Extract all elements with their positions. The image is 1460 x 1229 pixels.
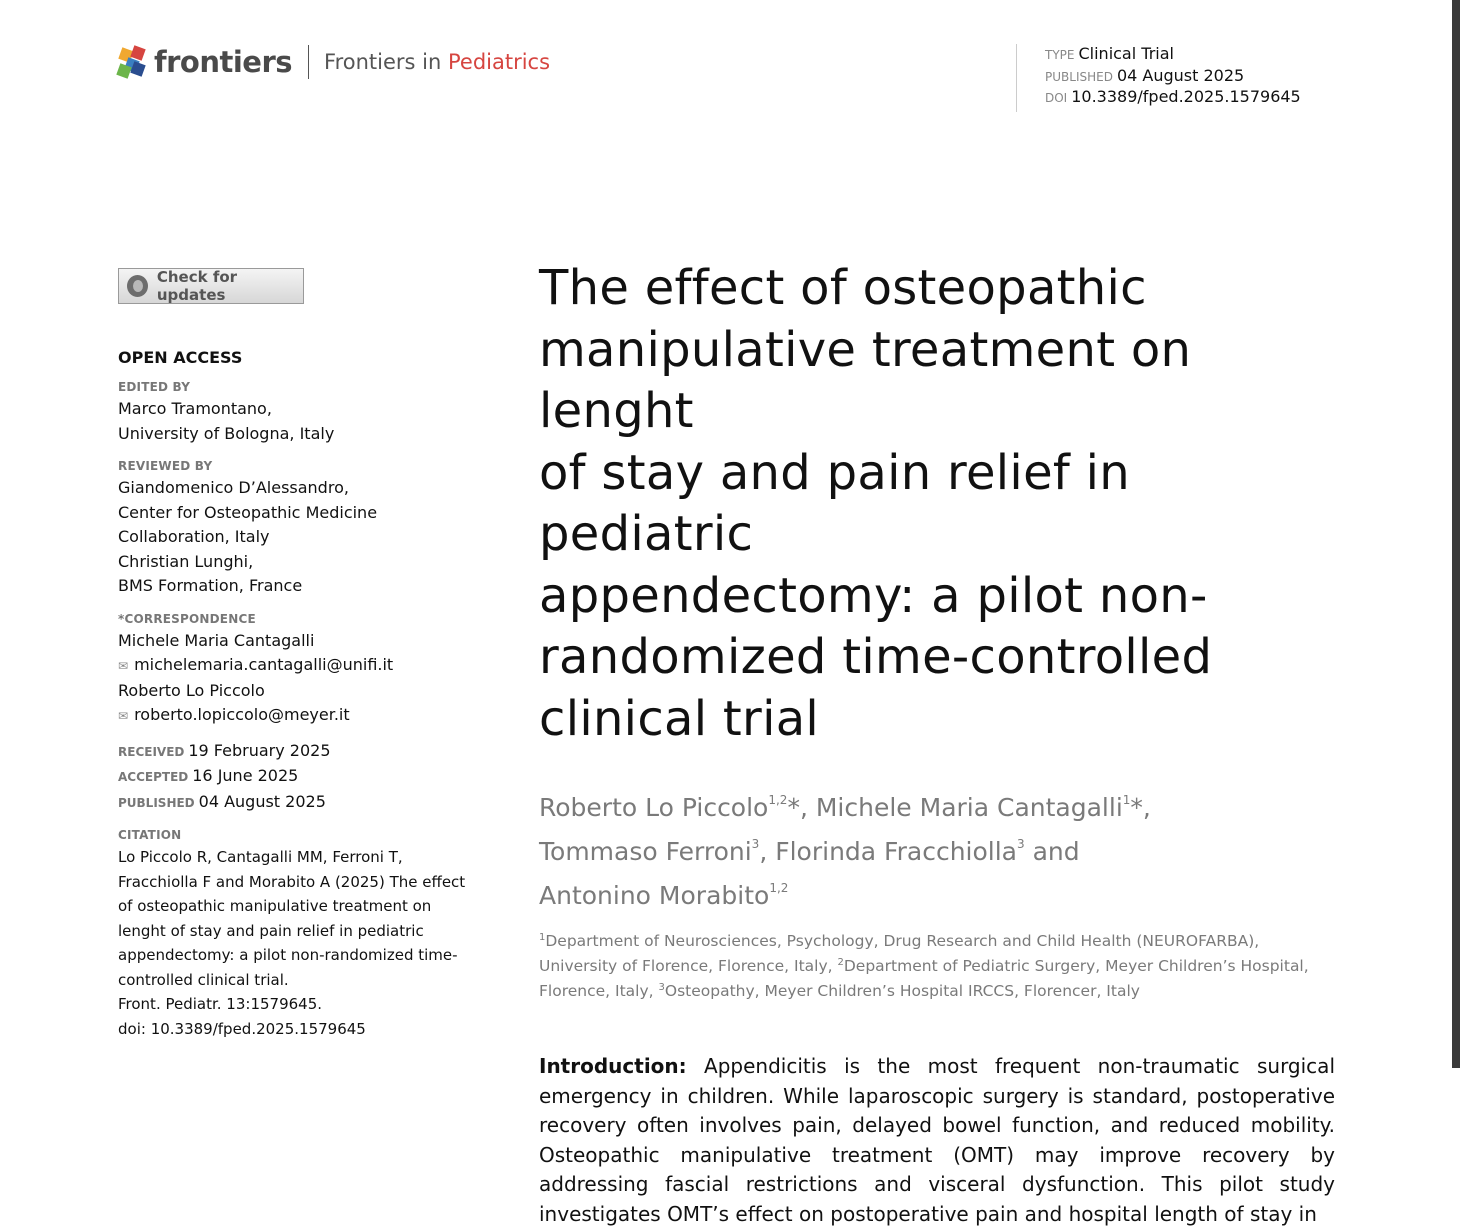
correspondent-email-row <box>118 653 488 679</box>
editor-line: University of Bologna, Italy <box>118 423 335 443</box>
open-access-label: OPEN ACCESS <box>118 348 243 367</box>
published-date: PUBLISHED 04 August 2025 <box>118 791 326 811</box>
abstract-text: Appendicitis is the most frequent non-traumatic surgical emergency in children. While laparoscopic surgery is standard, postoperative recovery often involves pain, delayed bowel function, and reduced mobility. Osteopathic manipulative treatment (OMT) may improve recovery by addressing fascial restrictions and visceral dysfunction. This pilot study investigates OMT’s effect on postoperative pain and hospital length of stay in <box>539 1054 1335 1226</box>
article-title: The effect of osteopathic manipulative treatment on lenght of stay and pain relief in pediatric appendectomy: a pilot non- randomized time-controlled clinical trial <box>539 260 1213 747</box>
doi-link[interactable]: 10.3389/fped.2025.1579645 <box>1071 87 1301 106</box>
meta-type: TYPE Clinical Trial <box>1045 44 1174 63</box>
meta-published: PUBLISHED 04 August 2025 <box>1045 65 1245 85</box>
citation-text: Lo Piccolo R, Cantagalli MM, Ferroni T, Fracchiolla F and Morabito A (2025) The effect of osteopathic manipulative treatment on lenght of stay and pain relief in pediatric appendectomy: a pilot non-randomized time- controlled clinical trial. Front. Pediatr. 13:1579645. doi: 10.3389/fped.2025.1579645 <box>118 845 488 1041</box>
citation-label: CITATION <box>118 828 182 842</box>
page-edge-shadow <box>1452 0 1460 1068</box>
frontiers-logo-icon <box>118 45 148 79</box>
meta-doi: DOI 10.3389/fped.2025.1579645 <box>1045 87 1301 106</box>
sidebar <box>118 268 488 1041</box>
correspondent-email-row <box>118 703 488 729</box>
author-name[interactable]: Michele Maria Cantagalli <box>815 793 1123 822</box>
brand-name: frontiers <box>154 45 293 79</box>
author-list: Roberto Lo Piccolo$^{1,2}$*, Michele Maria Cantagalli$^1$*, Tommaso Ferroni$^3$, Florinda Fracchiolla$^3$ and Antonino Morabito$^{1,2}$ <box>539 793 1151 910</box>
check-for-updates-button[interactable] <box>118 268 304 304</box>
reviewer-line: BMS Formation, France <box>118 576 303 595</box>
correspondence-label: *CORRESPONDENCE <box>118 611 256 626</box>
affiliations: $^1$Department of Neurosciences, Psychology, Drug Research and Child Health (NEUROFARBA), University of Florence, Florence, Italy, $^2$Department of Pediatric Surgery, Meyer Children’s Hospital, Florence, Italy, $^3$Osteopathy, Meyer Children’s Hospital IRCCS, Florencer, Italy <box>539 932 1309 1000</box>
journal-name: Frontiers in Pediatrics <box>324 50 551 74</box>
reviewer-line: Center for Osteopathic Medicine <box>118 502 378 522</box>
correspondent-name: Roberto Lo Piccolo <box>118 680 265 700</box>
edited-by-label: EDITED BY <box>118 380 191 394</box>
article-meta <box>1016 44 1301 112</box>
logo-divider <box>308 45 309 79</box>
author-name[interactable]: Tommaso Ferroni <box>539 837 752 866</box>
email-link[interactable]: roberto.lopiccolo@meyer.it <box>134 705 350 724</box>
author-name[interactable]: Roberto Lo Piccolo <box>539 793 769 822</box>
reviewer-line: Christian Lunghi, <box>118 551 254 571</box>
reviewer-line: Collaboration, Italy <box>118 527 270 546</box>
mail-icon: ✉ <box>118 659 129 673</box>
check-for-updates-label: Check for updates <box>156 268 238 304</box>
bookmark-circle-icon <box>127 275 148 297</box>
mail-icon: ✉ <box>118 709 129 723</box>
reviewer-line: Giandomenico D’Alessandro, <box>118 478 349 497</box>
accepted-date: ACCEPTED 16 June 2025 <box>118 766 299 785</box>
author-name[interactable]: Antonino Morabito <box>539 881 770 910</box>
citation-doi[interactable]: doi: 10.3389/fped.2025.1579645 <box>118 1019 366 1038</box>
email-link[interactable]: michelemaria.cantagalli@unifi.it <box>134 655 394 674</box>
frontiers-logo[interactable] <box>118 44 550 80</box>
dates-block <box>118 739 488 816</box>
correspondent-name: Michele Maria Cantagalli <box>118 630 315 650</box>
editor-line: Marco Tramontano, <box>118 399 272 418</box>
author-name[interactable]: Florinda Fracchiolla <box>775 837 1017 866</box>
article-main <box>539 258 1335 1229</box>
received-date: RECEIVED 19 February 2025 <box>118 740 331 760</box>
reviewed-by-label: REVIEWED BY <box>118 459 213 473</box>
abstract-introduction <box>539 1052 1335 1229</box>
abstract-heading: Introduction: <box>539 1054 687 1078</box>
